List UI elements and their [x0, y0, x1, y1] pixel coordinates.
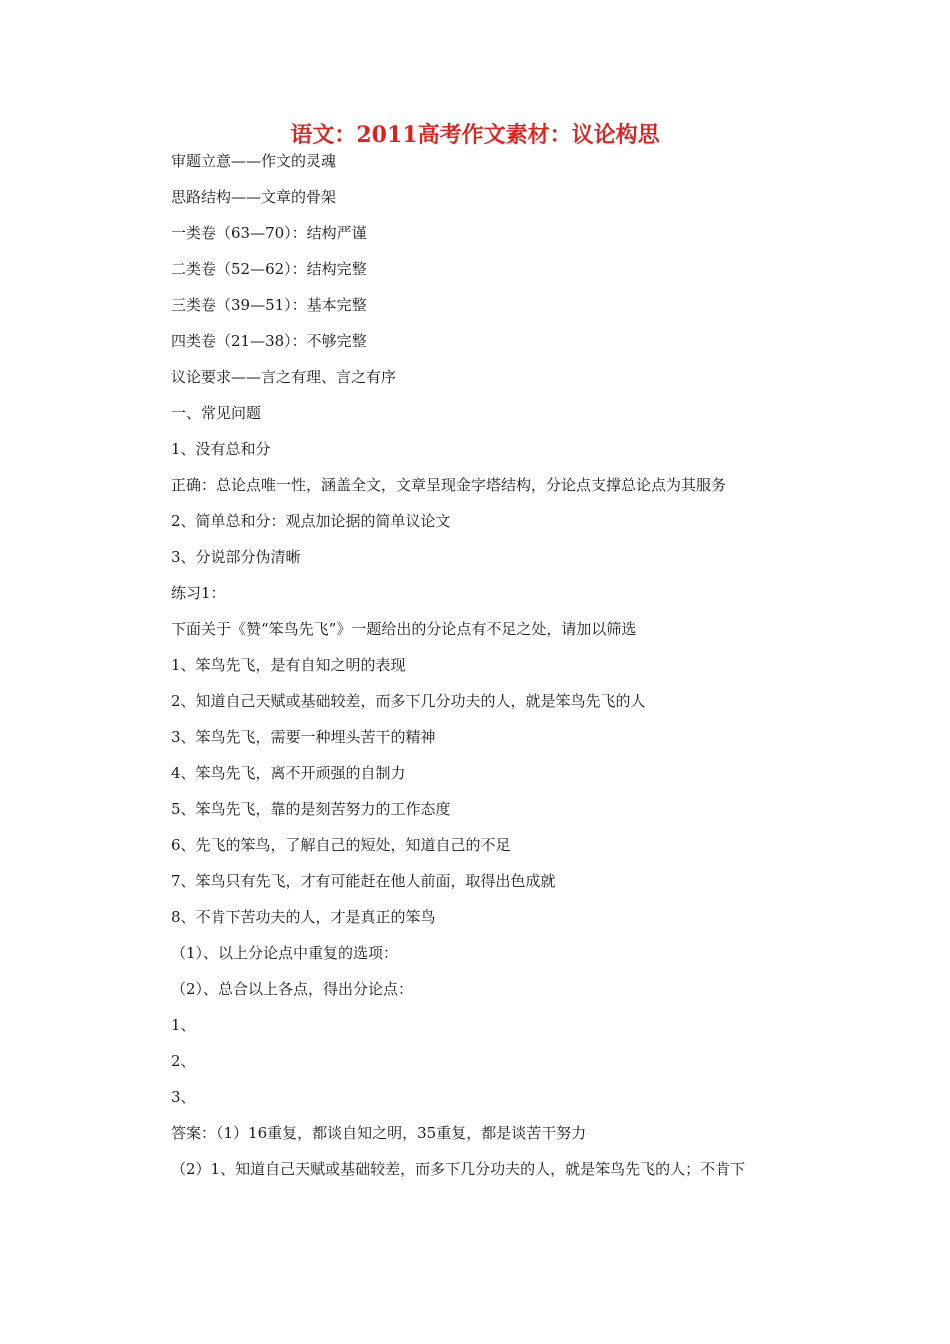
list-item: 3、笨鸟先飞，需要一种埋头苦干的精神: [171, 728, 436, 746]
exercise-heading: 练习1：: [171, 584, 226, 602]
paragraph-line: 思路结构——文章的骨架: [171, 188, 337, 206]
document-body: [171, 147, 831, 1191]
paragraph-line: 三类卷（39—51）：基本完整: [171, 296, 367, 314]
paragraph-line: 一类卷（63—70）：结构严谨: [171, 224, 367, 242]
blank-item: 3、: [171, 1088, 196, 1106]
paragraph-line: 审题立意——作文的灵魂: [171, 152, 337, 170]
list-item: 2、简单总和分：观点加论据的简单议论文: [171, 512, 451, 530]
list-item: 3、分说部分伪清晰: [171, 548, 301, 566]
list-item: 2、知道自己天赋或基础较差，而多下几分功夫的人，就是笨鸟先飞的人: [171, 692, 646, 710]
list-item: 7、笨鸟只有先飞，才有可能赶在他人前面，取得出色成就: [171, 872, 556, 890]
answer-line: （2）1、知道自己天赋或基础较差，而多下几分功夫的人，就是笨鸟先飞的人；不肯下: [171, 1160, 746, 1178]
list-item: 1、没有总和分: [171, 440, 271, 458]
blank-item: 1、: [171, 1016, 196, 1034]
question-line: （1）、以上分论点中重复的选项：: [171, 944, 399, 962]
paragraph-line: 正确：总论点唯一性，涵盖全文，文章呈现金字塔结构，分论点支撑总论点为其服务: [171, 476, 727, 494]
section-heading: 一、常见问题: [171, 404, 262, 422]
paragraph-line: 下面关于《赞“笨鸟先飞”》一题给出的分论点有不足之处，请加以筛选: [171, 620, 637, 638]
list-item: 5、笨鸟先飞，靠的是刻苦努力的工作态度: [171, 800, 451, 818]
list-item: 1、笨鸟先飞，是有自知之明的表现: [171, 656, 406, 674]
list-item: 8、不肯下苦功夫的人，才是真正的笨鸟: [171, 908, 436, 926]
paragraph-line: 二类卷（52—62）：结构完整: [171, 260, 367, 278]
answer-line: 答案：（1）16重复，都谈自知之明，35重复，都是谈苦干努力: [171, 1124, 587, 1142]
document-title: 语文：2011高考作文素材：议论构思: [290, 122, 660, 148]
question-line: （2）、总合以上各点，得出分论点：: [171, 980, 414, 998]
paragraph-line: 议论要求——言之有理、言之有序: [171, 368, 397, 386]
list-item: 6、先飞的笨鸟，了解自己的短处，知道自己的不足: [171, 836, 511, 854]
blank-item: 2、: [171, 1052, 196, 1070]
list-item: 4、笨鸟先飞，离不开顽强的自制力: [171, 764, 406, 782]
paragraph-line: 四类卷（21—38）：不够完整: [171, 332, 367, 350]
